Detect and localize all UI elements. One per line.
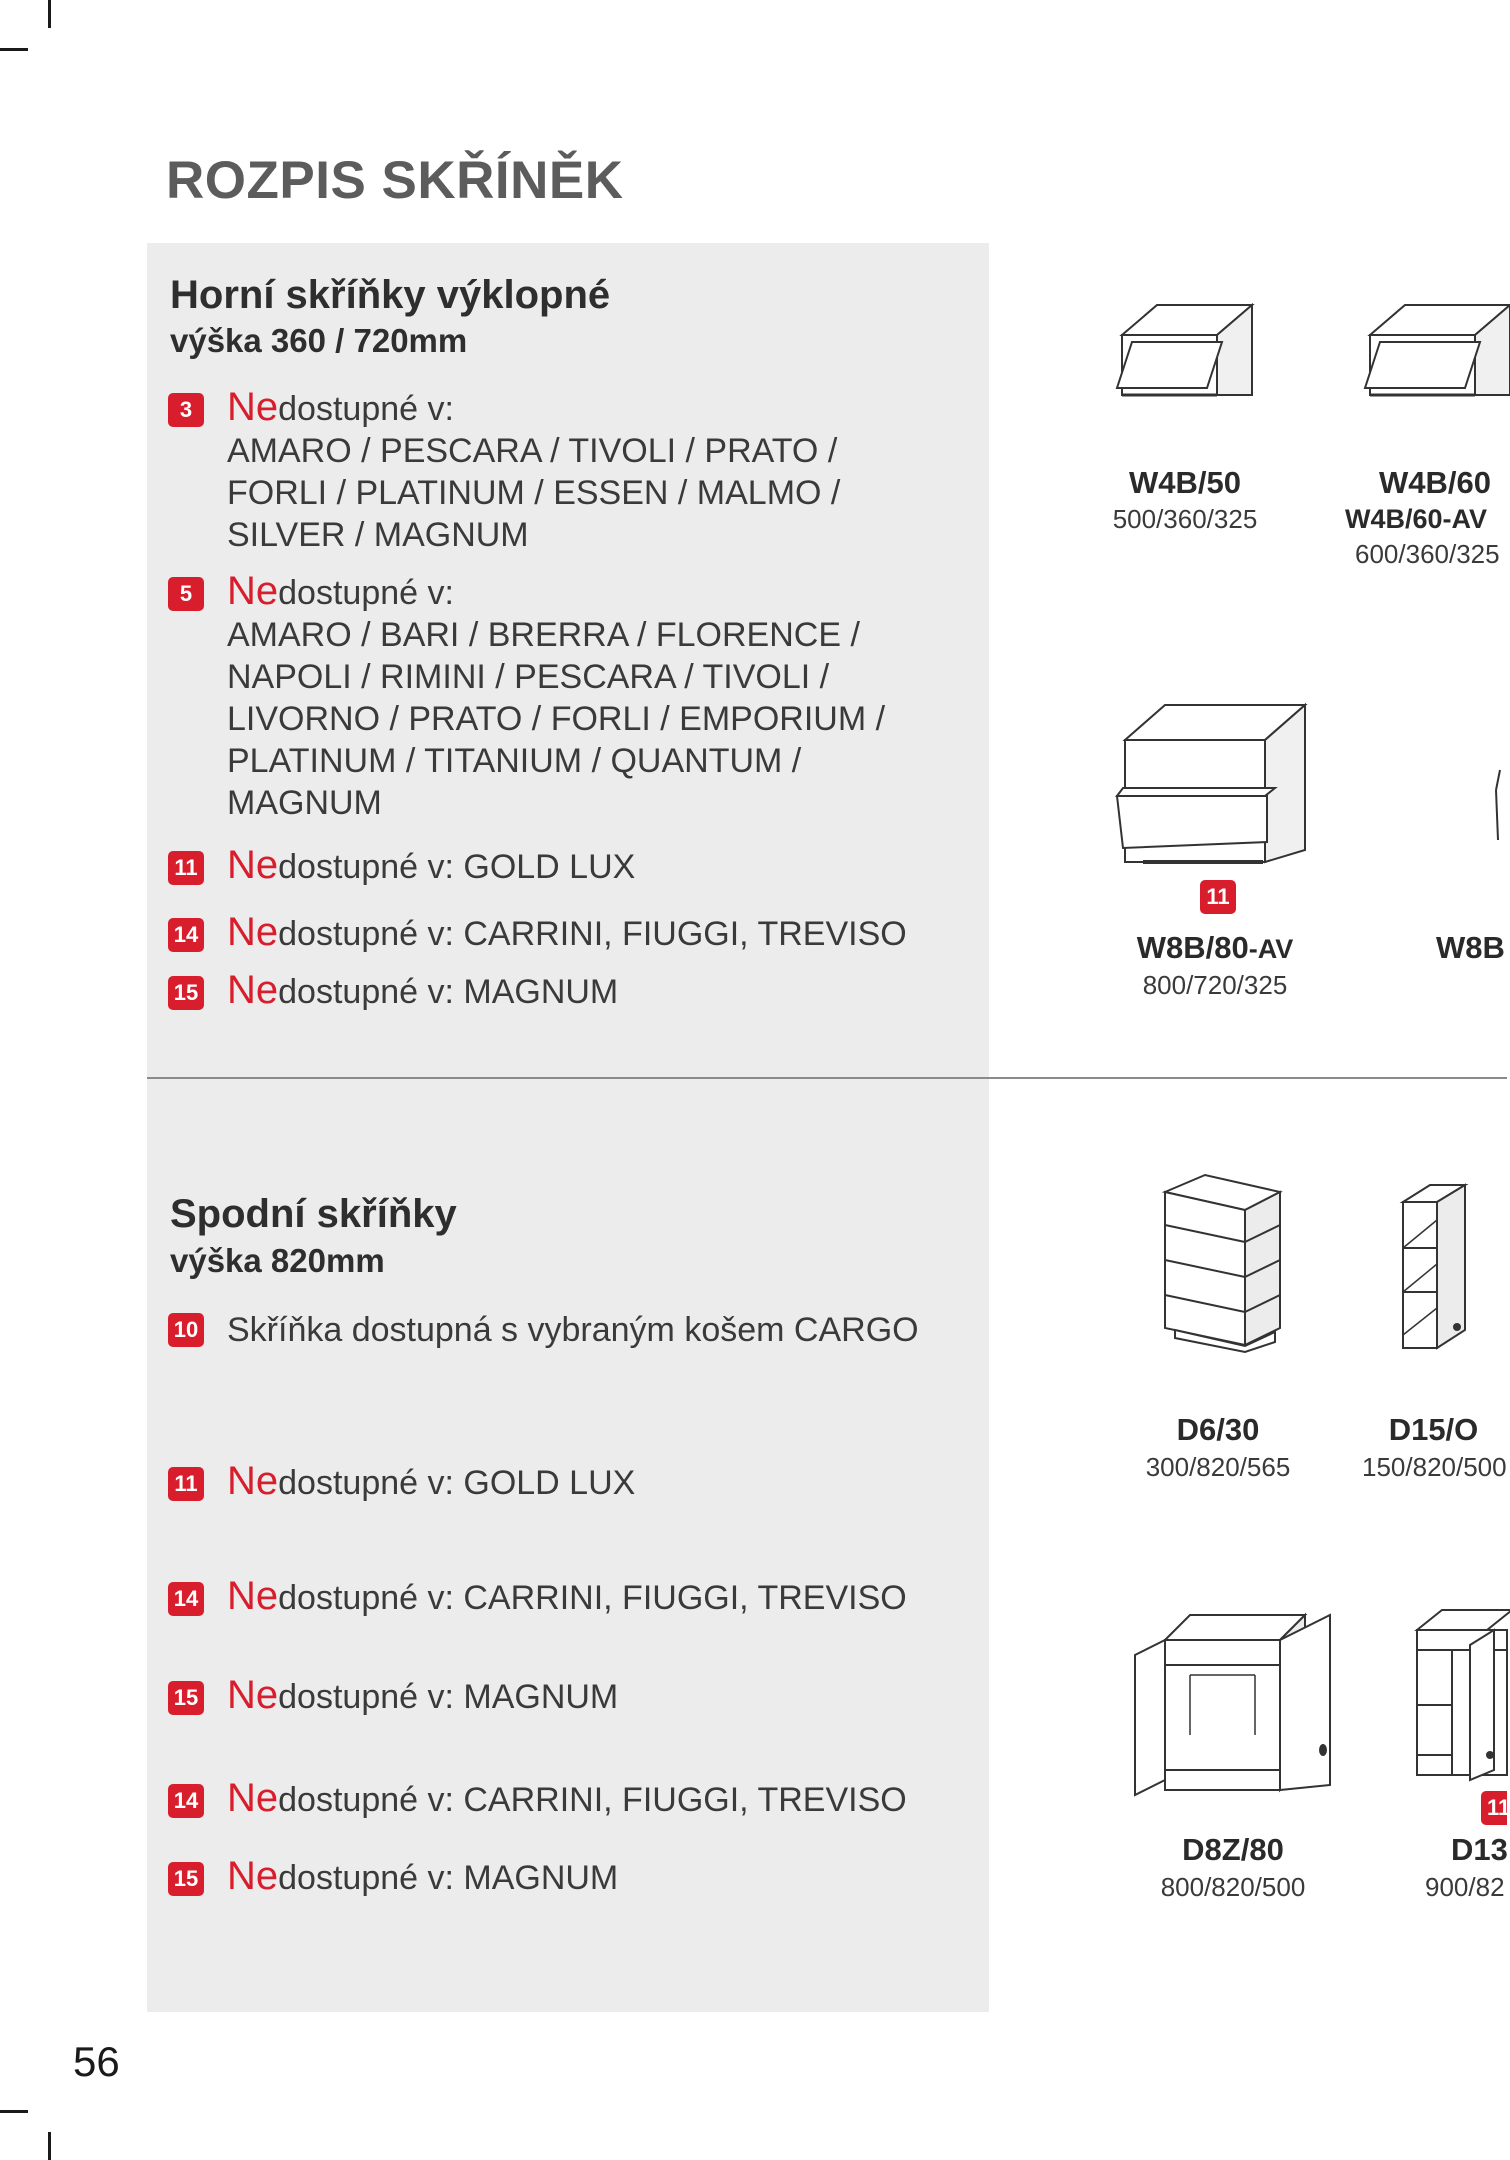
- note-badge: 10: [168, 1313, 204, 1347]
- note-text: [227, 844, 635, 888]
- note-ne: Ne: [227, 569, 279, 613]
- note-line: SILVER / MAGNUM: [227, 516, 529, 554]
- note-text: [227, 1777, 907, 1821]
- w8b80-cabinet-drawing: [1115, 700, 1315, 870]
- cabinet-dims: 800/720/325: [1142, 970, 1288, 1000]
- note-text: [227, 1855, 618, 1899]
- note-rest: dostupné v: MAGNUM: [278, 1678, 619, 1716]
- note-badge: 11: [168, 851, 204, 885]
- cabinet-code: W4B/60: [1379, 465, 1491, 500]
- cabinet-badge: 11: [1481, 1791, 1507, 1825]
- w4b50-cabinet-drawing: [1112, 300, 1257, 400]
- note-line: AMARO / BARI / BRERRA / FLORENCE /: [227, 616, 860, 654]
- note-text: Skříňka dostupná s vybraným košem CARGO: [227, 1311, 919, 1349]
- note-ne: Ne: [227, 1673, 279, 1717]
- d8z80-cabinet-drawing: [1130, 1610, 1335, 1800]
- note-rest: dostupné v:: [278, 574, 454, 612]
- note-badge: 15: [168, 1862, 204, 1896]
- note-rest: dostupné v: MAGNUM: [278, 973, 619, 1011]
- cabinet-code-suffix: -AV: [1248, 934, 1294, 964]
- cabinet-dims: 600/360/325: [1355, 539, 1500, 569]
- w8b-partial-cabinet-drawing: [1490, 770, 1507, 850]
- section-divider: [147, 1077, 1507, 1079]
- w4b60-cabinet-drawing: [1360, 300, 1507, 400]
- cabinet-code-variant: W4B/60-AV: [1345, 504, 1488, 534]
- note-ne: Ne: [227, 1574, 279, 1618]
- cabinet-code: W4B/50: [1129, 465, 1241, 500]
- note-line: FORLI / PLATINUM / ESSEN / MALMO /: [227, 474, 841, 512]
- cabinet-dims: 300/820/565: [1145, 1452, 1291, 1482]
- cabinet-code: D8Z/80: [1182, 1832, 1284, 1867]
- note-rest: dostupné v: CARRINI, FIUGGI, TREVISO: [278, 1781, 907, 1819]
- top-section-subtitle: výška 360 / 720mm: [170, 322, 468, 359]
- cabinet-code: D6/30: [1176, 1412, 1260, 1447]
- d15o-cabinet-drawing: [1395, 1180, 1470, 1355]
- cabinet-badge: 11: [1200, 880, 1236, 914]
- note-badge: 15: [168, 1681, 204, 1715]
- d13-partial-cabinet-drawing: [1412, 1605, 1507, 1780]
- note-rest: dostupné v: GOLD LUX: [278, 1464, 636, 1502]
- crop-mark: [48, 2132, 51, 2160]
- note-rest: dostupné v:: [278, 390, 454, 428]
- cabinet-dims: 900/82: [1425, 1872, 1505, 1902]
- note-line: PLATINUM / TITANIUM / QUANTUM /: [227, 742, 802, 780]
- note-badge: 14: [168, 1582, 204, 1616]
- note-text: [227, 386, 840, 556]
- bottom-section-title: Spodní skříňky: [170, 1192, 457, 1236]
- crop-mark: [0, 48, 28, 51]
- cabinet-code: W8B: [1436, 930, 1505, 965]
- cabinet-code: D13: [1451, 1832, 1508, 1867]
- note-ne: Ne: [227, 1854, 279, 1898]
- note-line: AMARO / PESCARA / TIVOLI / PRATO /: [227, 432, 838, 470]
- cabinet-dims: 500/360/325: [1112, 504, 1258, 534]
- crop-mark: [0, 2110, 28, 2113]
- note-ne: Ne: [227, 910, 279, 954]
- note-text: [227, 1575, 907, 1619]
- cabinet-dims: 150/820/500: [1362, 1452, 1507, 1482]
- note-ne: Ne: [227, 385, 279, 429]
- cabinet-code: [1110, 930, 1320, 966]
- page-title: ROZPIS SKŘÍNĚK: [166, 151, 624, 210]
- note-line: NAPOLI / RIMINI / PESCARA / TIVOLI /: [227, 658, 830, 696]
- top-section-title: Horní skříňky výklopné: [170, 273, 611, 317]
- cabinet-dims: 800/820/500: [1160, 1872, 1306, 1902]
- note-text: [227, 570, 885, 824]
- note-badge: 15: [168, 976, 204, 1010]
- page-number: 56: [73, 2038, 120, 2085]
- note-ne: Ne: [227, 968, 279, 1012]
- note-ne: Ne: [227, 843, 279, 887]
- crop-mark: [48, 0, 51, 28]
- note-badge: 11: [168, 1467, 204, 1501]
- cabinet-code: D15/O: [1388, 1412, 1479, 1447]
- note-line: LIVORNO / PRATO / FORLI / EMPORIUM /: [227, 700, 886, 738]
- note-line: MAGNUM: [227, 784, 382, 822]
- note-rest: dostupné v: CARRINI, FIUGGI, TREVISO: [278, 915, 907, 953]
- note-text: [227, 969, 618, 1013]
- note-ne: Ne: [227, 1776, 279, 1820]
- bottom-section-subtitle: výška 820mm: [170, 1242, 385, 1279]
- cabinet-code-main: W8B/80: [1136, 930, 1249, 965]
- note-badge: 14: [168, 918, 204, 952]
- note-text: [227, 1460, 635, 1504]
- note-text: [227, 1674, 618, 1718]
- note-rest: dostupné v: MAGNUM: [278, 1859, 619, 1897]
- d630-cabinet-drawing: [1160, 1170, 1285, 1355]
- note-badge: 14: [168, 1784, 204, 1818]
- note-rest: dostupné v: GOLD LUX: [278, 848, 636, 886]
- note-badge: 3: [168, 393, 204, 427]
- note-rest: dostupné v: CARRINI, FIUGGI, TREVISO: [278, 1579, 907, 1617]
- note-text: [227, 911, 907, 955]
- note-badge: 5: [168, 577, 204, 611]
- note-ne: Ne: [227, 1459, 279, 1503]
